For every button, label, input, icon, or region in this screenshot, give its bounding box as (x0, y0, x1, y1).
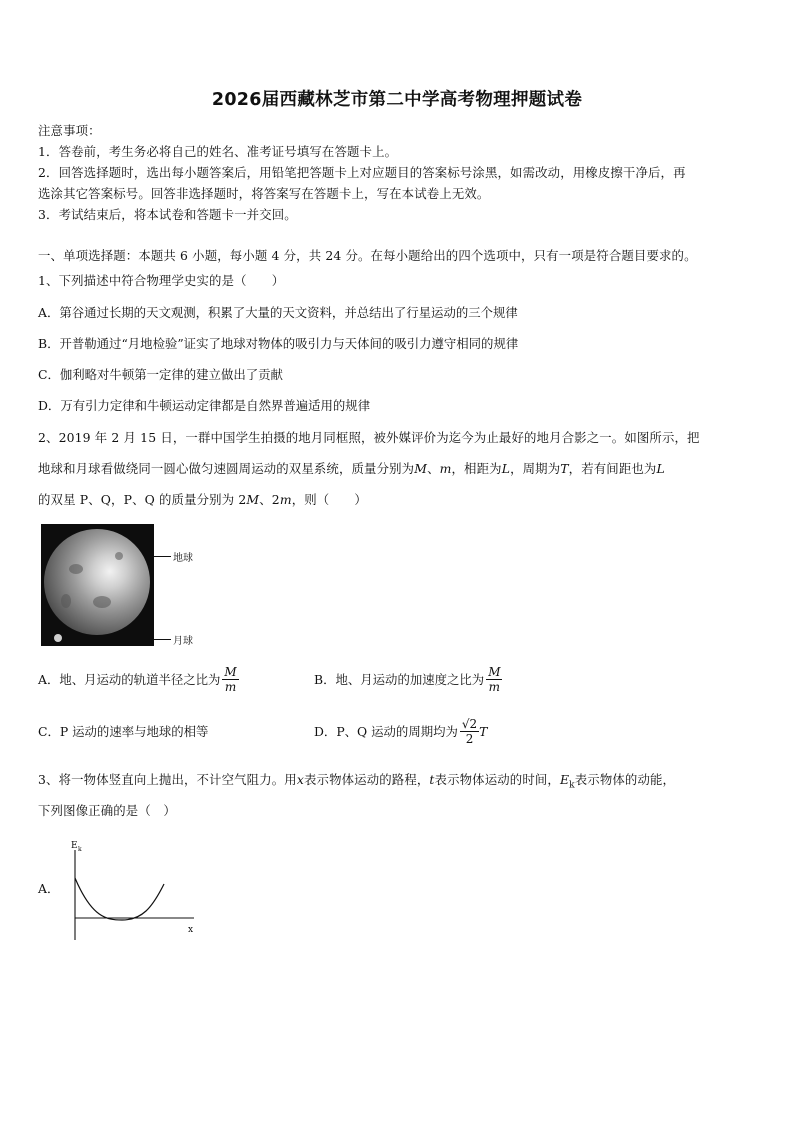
earth-moon-photo (41, 524, 154, 646)
notice-item-1: 1．答卷前，考生务必将自己的姓名、准考证号填写在答题卡上。 (38, 144, 398, 159)
moon-label: 月球 (173, 636, 193, 647)
fraction-sqrt2-over-2: $\frac{√2}{2}$ (461, 716, 478, 746)
q2-option-a: A．地、月运动的轨道半径之比为 $\frac{M}{m}$ (38, 664, 237, 694)
earth-callout-line (154, 556, 171, 557)
graph-y-sub: k (78, 846, 82, 853)
earth-disc (44, 529, 150, 635)
fraction-M-over-m: $\frac{M}{m}$ (224, 664, 237, 694)
q3-option-a-label: A． (38, 881, 60, 896)
q1-stem: 1、下列描述中符合物理学史实的是（ ） (38, 273, 285, 288)
notice-item-2-cont: 选涂其它答案标号。回答非选择题时，将答案写在答题卡上，写在本试卷上无效。 (38, 186, 490, 201)
notice-heading: 注意事项： (38, 123, 101, 138)
q1-option-a: A．第谷通过长期的天文观测，积累了大量的天文资料，并总结出了行星运动的三个规律 (38, 305, 518, 320)
q3-stem-line1: 3、将一物体竖直向上抛出，不计空气阻力。用x表示物体运动的路程，t表示物体运动的时间，$E_k$表示物体的动能， (38, 772, 676, 791)
moon-dot (54, 634, 62, 642)
q1-option-c: C．伽利略对牛顿第一定律的建立做出了贡献 (38, 367, 283, 382)
notice-item-3: 3．考试结束后，将本试卷和答题卡一并交回。 (38, 207, 297, 222)
section-heading: 一、单项选择题：本题共 6 小题，每小题 4 分，共 24 分。在每小题给出的四个选项中，只有一项是符合题目要求的。 (38, 248, 697, 263)
earth-label: 地球 (173, 553, 193, 564)
q2-option-d: D．P、Q 运动的周期均为 $\frac{√2}{2}$ T (314, 716, 488, 746)
graph-y-label: E (71, 841, 78, 851)
q2-option-b: B．地、月运动的加速度之比为 $\frac{M}{m}$ (314, 664, 501, 694)
q2-option-c: C．P 运动的速率与地球的相等 (38, 724, 209, 739)
notice-item-2: 2．回答选择题时，选出每小题答案后，用铅笔把答题卡上对应题目的答案标号涂黑，如需改动，用橡皮擦干净后，再 (38, 165, 686, 180)
moon-callout-line (154, 639, 171, 640)
q2-stem-line3: 的双星 P、Q，P、Q 的质量分别为 2M、2m，则（ ） (38, 492, 367, 507)
q1-option-b: B．开普勒通过“月地检验”证实了地球对物体的吸引力与天体间的吸引力遵守相同的规律 (38, 336, 519, 351)
graph-x-label: x (188, 925, 194, 935)
q1-option-d: D．万有引力定律和牛顿运动定律都是自然界普遍适用的规律 (38, 398, 371, 413)
q2-stem-line1: 2、2019 年 2 月 15 日，一群中国学生拍摄的地月同框照，被外媒评价为迄今为止最好的地月合影之一。如图所示，把 (38, 430, 700, 445)
curve-line (75, 878, 164, 920)
page-title: 2026届西藏林芝市第二中学高考物理押题试卷 (211, 90, 583, 110)
fraction-M-over-m: $\frac{M}{m}$ (488, 664, 501, 694)
q3-stem-line2: 下列图像正确的是（ ） (38, 803, 176, 818)
q2-stem-line2: 地球和月球看做绕同一圆心做匀速圆周运动的双星系统，质量分别为M、m，相距为L，周期为T，若有间距也为L (38, 461, 665, 476)
q3-graph-a (62, 838, 202, 944)
